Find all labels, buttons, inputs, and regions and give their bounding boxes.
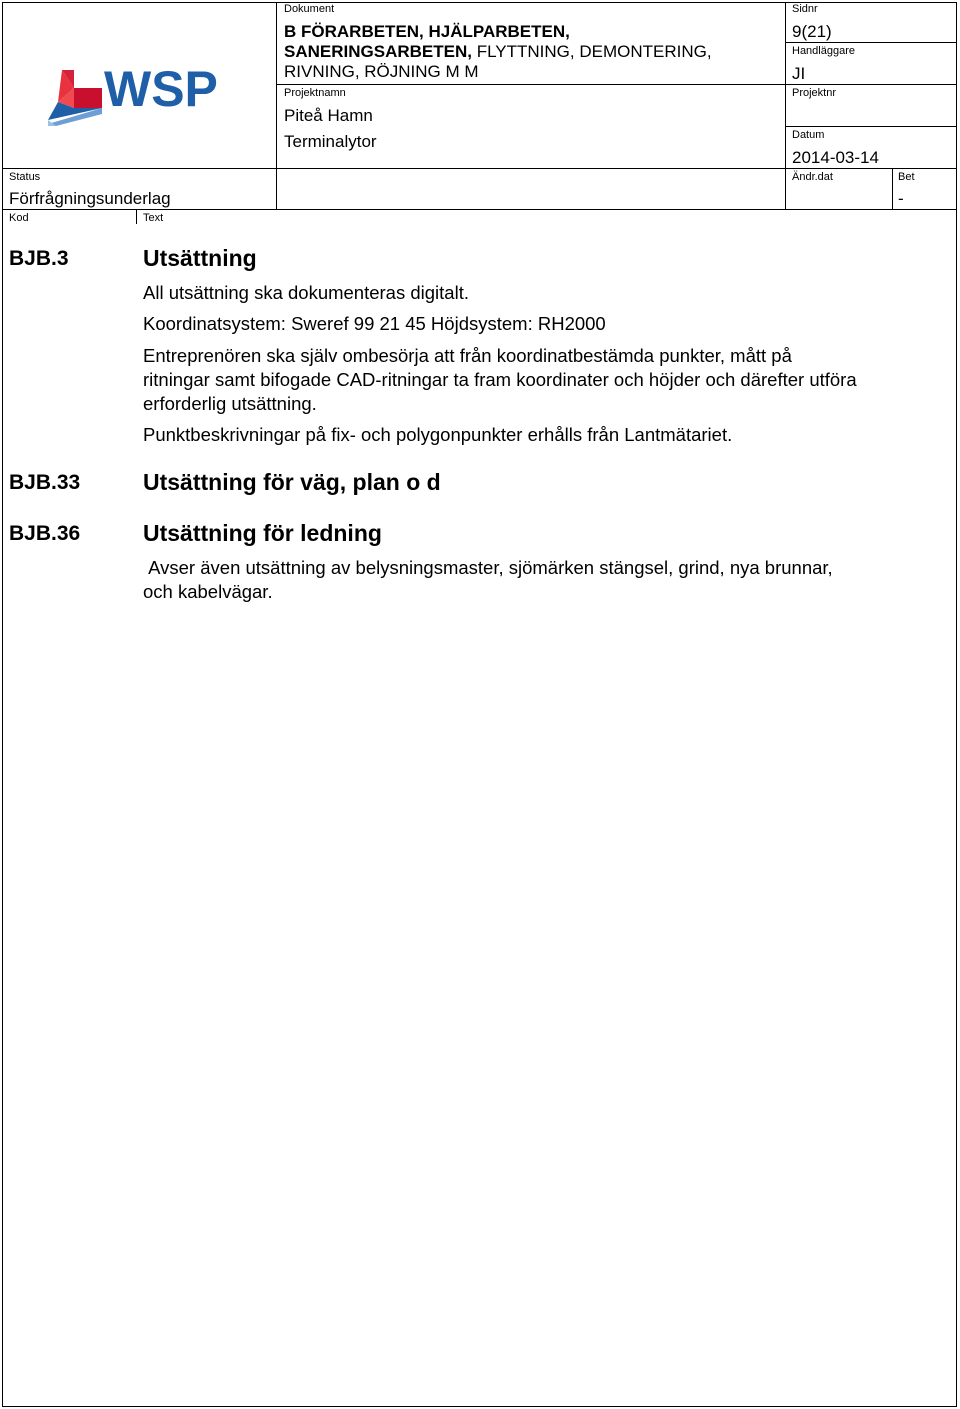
section-title: Utsättning för ledning (143, 520, 382, 546)
divider-right-column (785, 2, 786, 210)
section-paragraph: Avser även utsättning av belysningsmaster, sjömärken stängsel, grind, nya brunnar, och kabelvägar. (143, 557, 838, 602)
dokument-line-3: RIVNING, RÖJNING M M (284, 62, 479, 81)
divider-bet-left (892, 168, 893, 210)
section-paragraph: Punktbeskrivningar på fix- och polygonpunkter erhålls från Lantmätariet. (143, 424, 733, 445)
wsp-logo (44, 62, 236, 126)
dokument-line-2: SANERINGSARBETEN, FLYTTNING, DEMONTERING, (284, 42, 712, 61)
text-label: Text (143, 212, 164, 224)
section-paragraph: All utsättning ska dokumenteras digitalt. (143, 282, 469, 303)
divider-kod-text (136, 210, 137, 224)
divider-status-top (2, 168, 957, 169)
section-title: Utsättning (143, 245, 257, 271)
projektnamn-line-2: Terminalytor (284, 132, 377, 151)
sidnr-label: Sidnr (792, 3, 818, 15)
section-code: BJB.36 (9, 522, 81, 545)
bet-label: Bet (898, 171, 915, 183)
sidnr-value: 9(21) (792, 22, 832, 41)
divider-projektnr-bottom (785, 126, 957, 127)
svg-text:WSP: WSP (104, 62, 218, 117)
projektnr-label: Projektnr (792, 87, 837, 99)
dokument-label: Dokument (284, 3, 335, 15)
section-code: BJB.3 (9, 247, 69, 270)
divider-logo-right (276, 2, 277, 210)
projektnamn-label: Projektnamn (284, 87, 346, 99)
section-code: BJB.33 (9, 471, 81, 494)
projektnamn-line-1: Piteå Hamn (284, 106, 373, 125)
section-paragraph: Entreprenören ska själv ombesörja att från koordinatbestämda punkter, mått på ritningar samt bifogade CAD-ritningar ta fram koordinater och höjder och därefter utföra erforderlig utsättning. (143, 345, 857, 414)
handlaggare-label: Handläggare (792, 45, 855, 57)
section-paragraph: Koordinatsystem: Sweref 99 21 45 Höjdsystem: RH2000 (143, 313, 606, 334)
bet-value: - (898, 189, 904, 208)
andrdat-label: Ändr.dat (792, 171, 833, 183)
dokument-line-1: B FÖRARBETEN, HJÄLPARBETEN, (284, 22, 570, 41)
divider-header-bottom (2, 209, 957, 210)
section-title: Utsättning för väg, plan o d (143, 469, 441, 495)
datum-value: 2014-03-14 (792, 148, 879, 167)
handlaggare-value: JI (792, 64, 806, 83)
datum-label: Datum (792, 129, 825, 141)
kod-label: Kod (9, 212, 29, 224)
divider-sidnr-bottom (785, 42, 957, 43)
status-value: Förfrågningsunderlag (9, 189, 171, 208)
divider-dokument-bottom (276, 84, 957, 85)
status-label: Status (9, 171, 41, 183)
